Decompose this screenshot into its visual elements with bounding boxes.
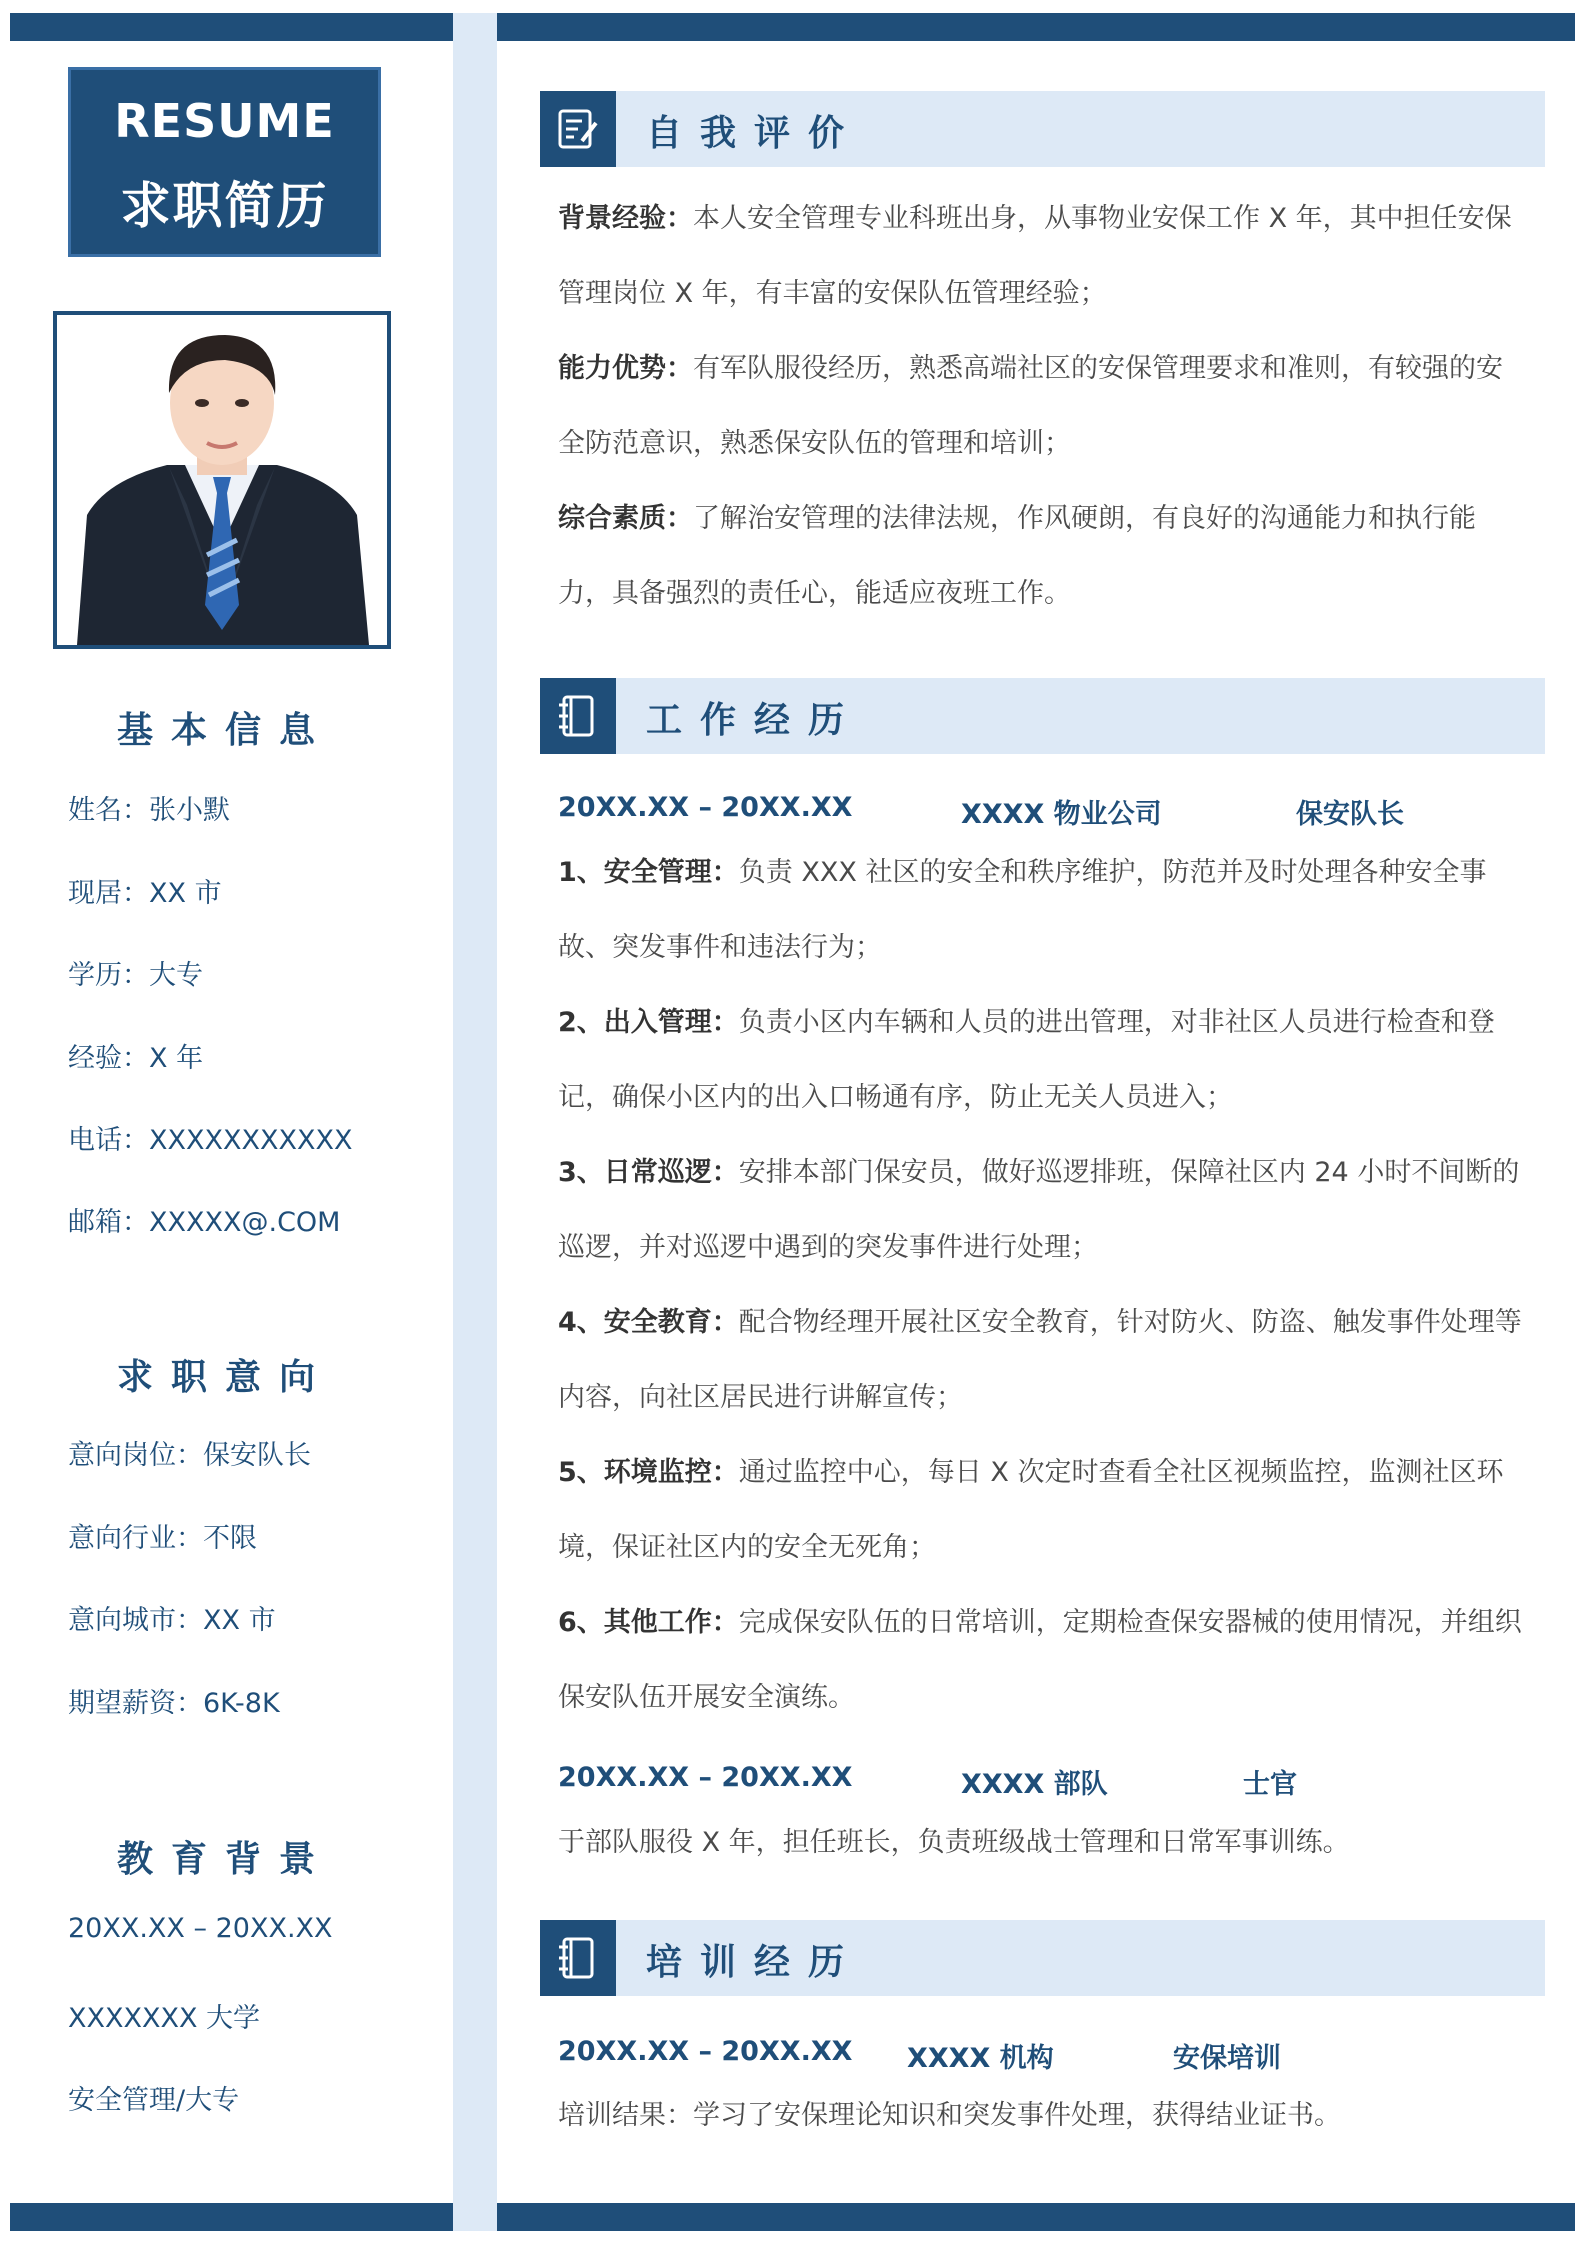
intent-industry: 意向行业：不限	[68, 1523, 257, 1554]
duty-item: 2、出入管理：负责小区内车辆和人员的进出管理，对非社区人员进行检查和登记，确保小区内的出入口畅通有序，防止无关人员进入；	[558, 1007, 1495, 1113]
basic-info-name: 姓名：张小默	[68, 795, 230, 826]
top-bar-right	[497, 13, 1575, 41]
education-major: 安全管理/大专	[68, 2085, 240, 2116]
job-2-role: 士官	[1243, 1769, 1297, 1800]
top-bar-left	[10, 13, 453, 41]
job-1-role: 保安队长	[1296, 799, 1404, 830]
job-intent-title: 求职意向	[116, 1357, 333, 1398]
self-eval-list	[558, 181, 1528, 631]
self-eval-header	[540, 91, 1545, 167]
training-title: 培训经历	[646, 1942, 863, 1983]
training-org: XXXX 机构	[907, 2043, 1054, 2074]
self-eval-item: 背景经验：本人安全管理专业科班出身，从事物业安保工作 X 年，其中担任安保管理岗位 X 年，有丰富的安保队伍管理经验；	[558, 203, 1512, 309]
duty-item: 5、环境监控：通过监控中心，每日 X 次定时查看全社区视频监控，监测社区环境，保证社区内的安全无死角；	[558, 1457, 1504, 1563]
training-course: 安保培训	[1173, 2043, 1281, 2074]
work-title: 工作经历	[646, 700, 863, 741]
job-1-period: 20XX.XX – 20XX.XX	[558, 792, 853, 823]
intent-position: 意向岗位：保安队长	[68, 1440, 311, 1471]
brand-title-cn: 求职简历	[120, 177, 329, 235]
job-2-org: XXXX 部队	[961, 1769, 1108, 1800]
job-1-org: XXXX 物业公司	[961, 799, 1162, 830]
self-eval-item: 能力优势：有军队服役经历，熟悉高端社区的安保管理要求和准则，有较强的安全防范意识，熟悉保安队伍的管理和培训；	[558, 353, 1503, 459]
edit-note-icon	[540, 91, 616, 167]
training-header	[540, 1920, 1545, 1996]
intent-salary: 期望薪资：6K-8K	[68, 1688, 280, 1719]
basic-info-education: 学历：大专	[68, 960, 203, 991]
job-2-period: 20XX.XX – 20XX.XX	[558, 1762, 853, 1793]
duty-item: 4、安全教育：配合物经理开展社区安全教育，针对防火、防盗、触发事件处理等内容，向社区居民进行讲解宣传；	[558, 1307, 1522, 1413]
basic-info-phone: 电话：XXXXXXXXXXX	[68, 1125, 353, 1156]
job-1-duties	[558, 835, 1528, 1735]
basic-info-email: 邮箱：XXXXX@.COM	[68, 1207, 341, 1238]
bottom-bar-right	[497, 2203, 1575, 2231]
intent-city: 意向城市：XX 市	[68, 1605, 276, 1636]
bottom-bar-left	[10, 2203, 453, 2231]
notebook-icon	[540, 1920, 616, 1996]
basic-info-city: 现居：XX 市	[68, 878, 222, 909]
training-period: 20XX.XX – 20XX.XX	[558, 2036, 853, 2067]
profile-photo	[53, 311, 391, 649]
self-eval-title: 自我评价	[646, 113, 863, 154]
avatar-illustration	[57, 315, 387, 645]
duty-item: 3、日常巡逻：安排本部门保安员，做好巡逻排班，保障社区内 24 小时不间断的巡逻，并对巡逻中遇到的突发事件进行处理；	[558, 1157, 1520, 1263]
training-result: 培训结果：学习了安保理论知识和突发事件处理，获得结业证书。	[558, 2100, 1341, 2131]
notebook-icon	[540, 678, 616, 754]
education-period: 20XX.XX – 20XX.XX	[68, 1913, 333, 1944]
duty-item: 1、安全管理：负责 XXX 社区的安全和秩序维护，防范并及时处理各种安全事故、突发事件和违法行为；	[558, 857, 1487, 963]
brand-title-en: RESUME	[114, 94, 335, 148]
basic-info-experience: 经验：X 年	[68, 1043, 204, 1074]
basic-info-title: 基本信息	[116, 710, 333, 751]
work-header	[540, 678, 1545, 754]
education-school: XXXXXXX 大学	[68, 2003, 261, 2034]
education-title: 教育背景	[116, 1839, 333, 1880]
vertical-divider-strip	[453, 13, 497, 2231]
job-2-desc: 于部队服役 X 年，担任班长，负责班级战士管理和日常军事训练。	[558, 1827, 1350, 1858]
self-eval-item: 综合素质：了解治安管理的法律法规，作风硬朗，有良好的沟通能力和执行能力，具备强烈的责任心，能适应夜班工作。	[558, 503, 1476, 609]
resume-brand-box	[68, 67, 381, 257]
duty-item: 6、其他工作：完成保安队伍的日常培训，定期检查保安器械的使用情况，并组织保安队伍开展安全演练。	[558, 1607, 1522, 1713]
